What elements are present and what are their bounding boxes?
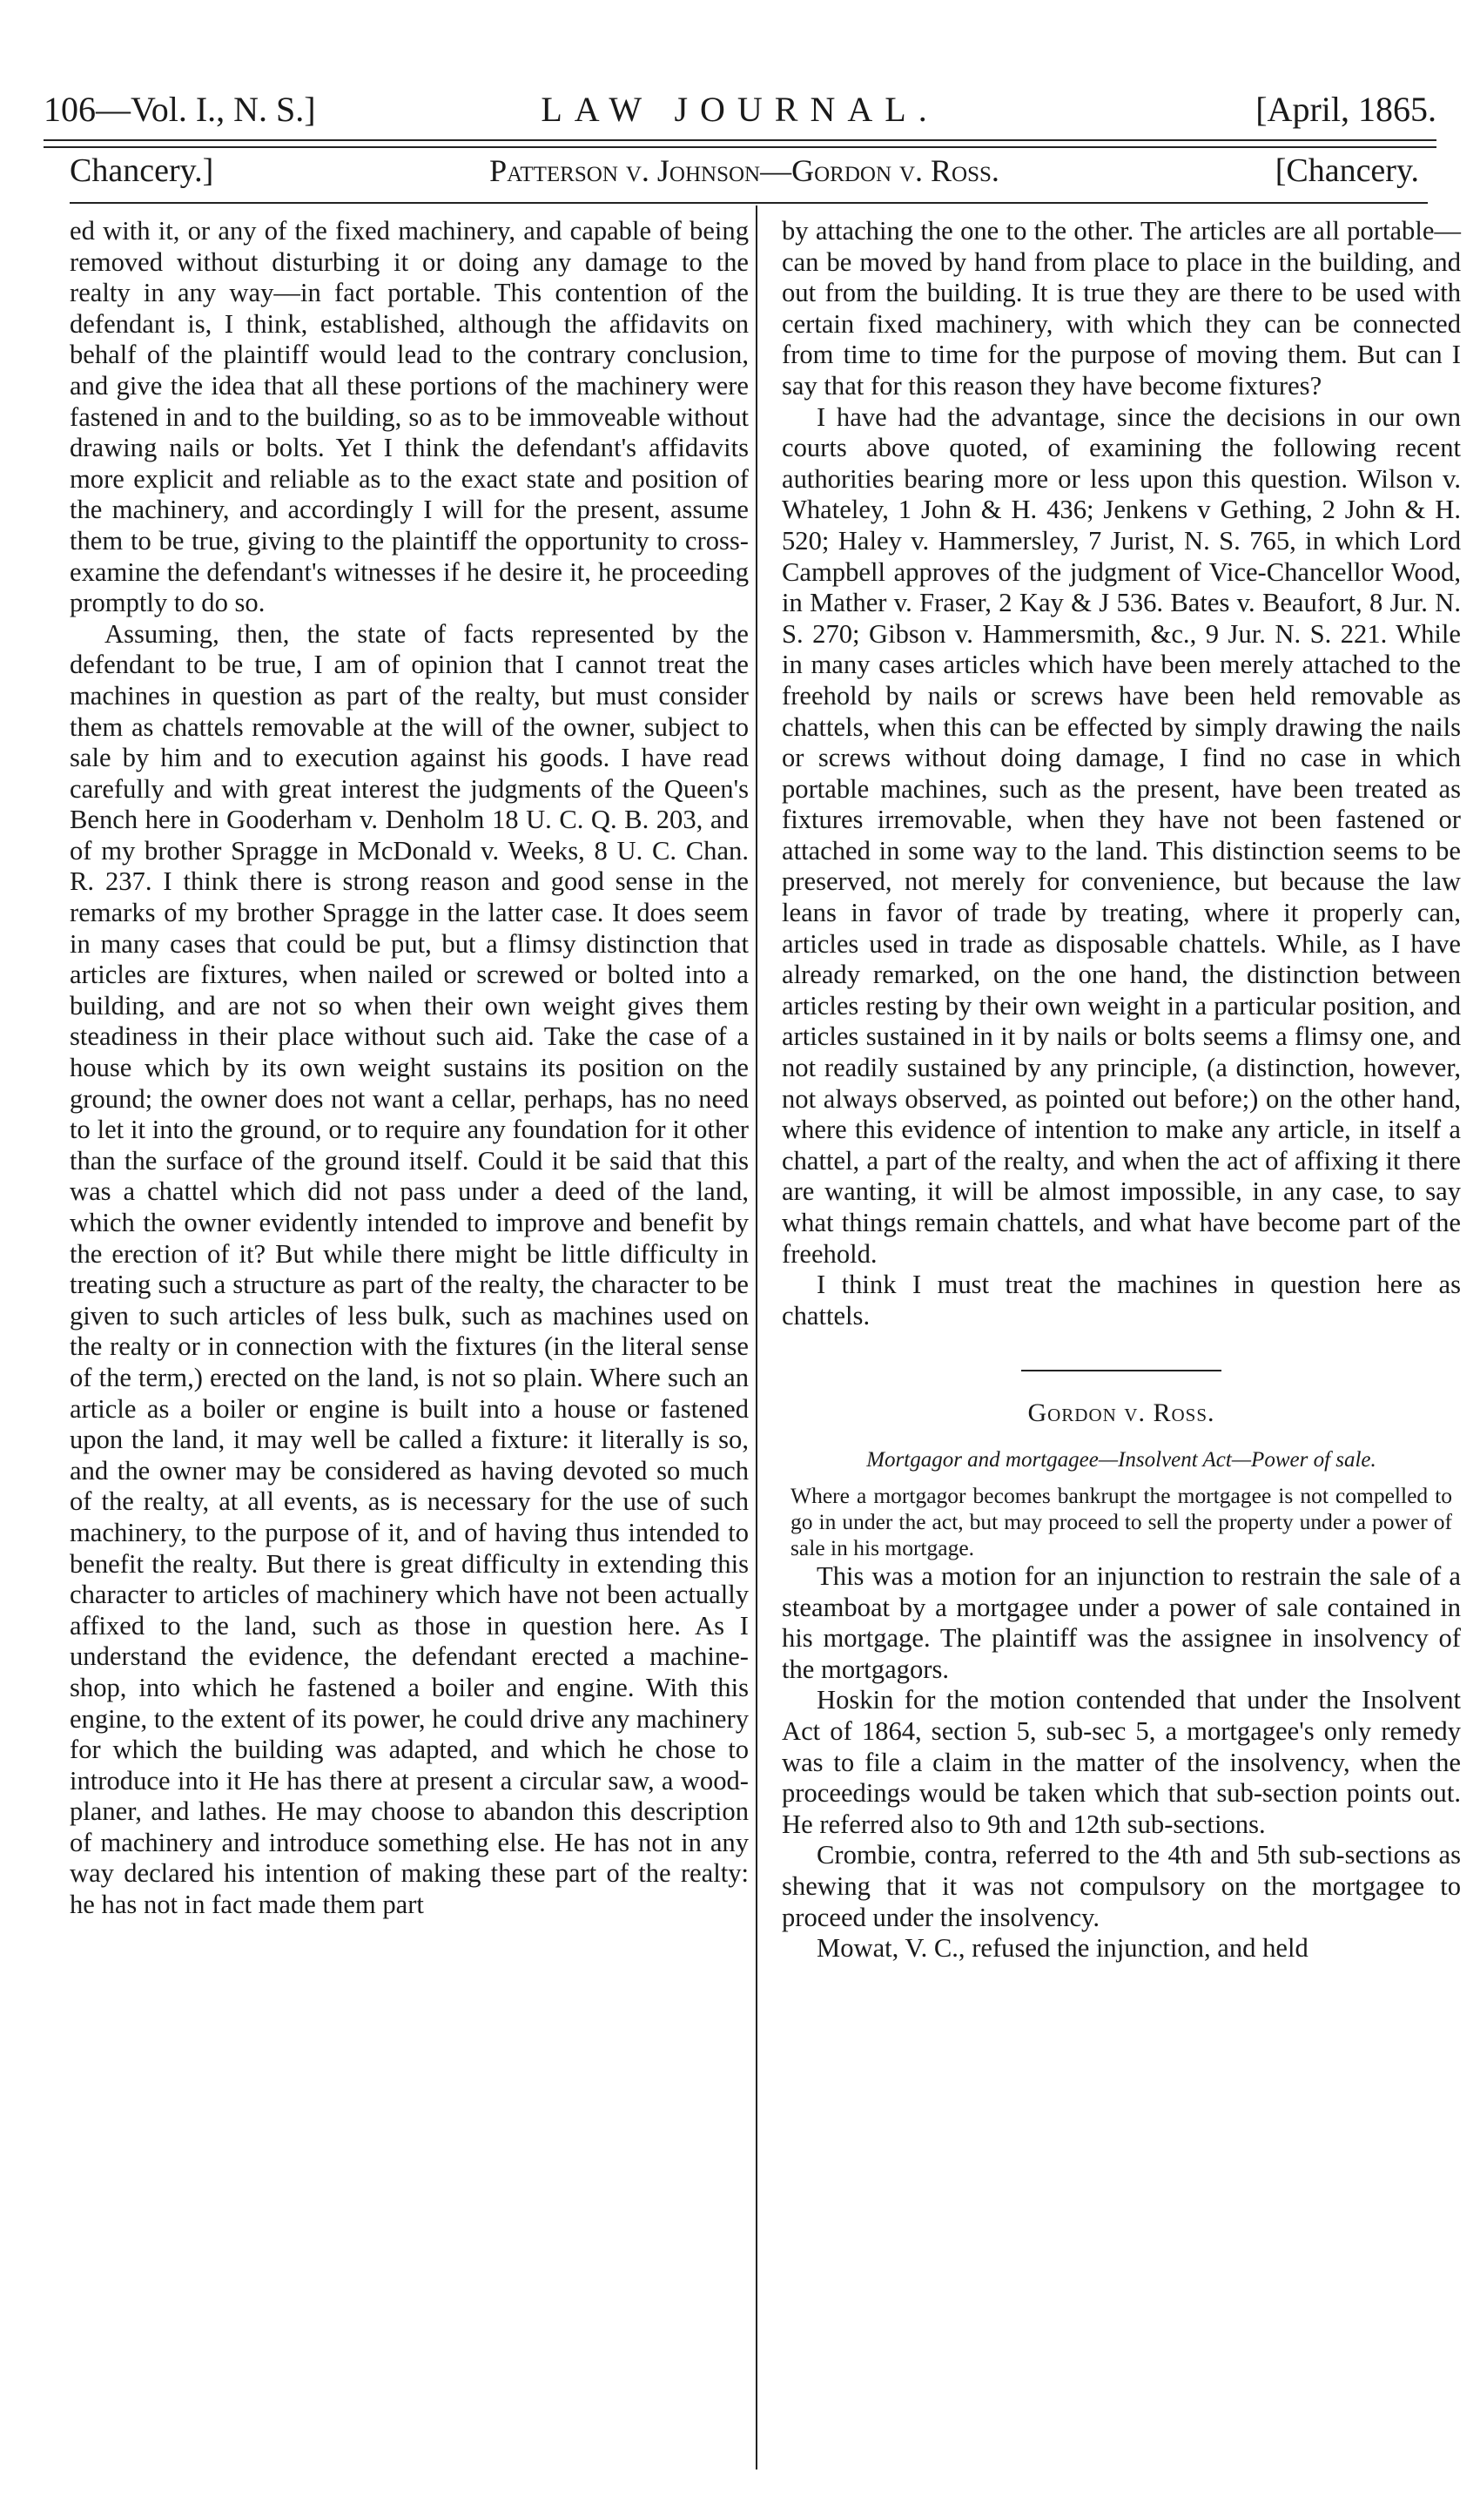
header-journal-title: LAW JOURNAL. [541,90,939,129]
paragraph: I have had the advantage, since the decisions in our own courts above quoted, of examining the following recent authorities bearing more or less upon this question. Wilson v. Whateley, 1 John & H. 436; Jenkens v Gething, 2 John & H. 520; Haley v. Hammersley, 7 Jurist, N. S. 765, in which Lord Campbell approves of the judgment of Vice-Chancellor Wood, in Mather v. Fraser, 2 Kay & J 536. Bates v. Beaufort, 8 Jur. N. S. 270; Gibson v. Hammersmith, &c., 9 Jur. N. S. 221. While in many cases articles which have been merely attached to the freehold by nails or screws have been held removable as chattels, when this can be effected by simply drawing the nails or screws without doing damage, I find no case in which portable machines, such as the present, have been treated as fixtures irremovable, when they have not been fastened or attached in some way to the land. This distinction seems to be preserved, not merely for convenience, but because the law leans in favor of trade by treating, where it properly can, articles used in trade as disposable chattels. While, as I have already remarked, on the one hand, the distinction between articles resting by their own weight in a particular position, and articles sustained in it by nails or bolts seems a flimsy one, and not readily sustained by any principle, (a distinction, however, not always observed, as pointed out before;) on the other hand, where this evidence of intention to make any article, in itself a chattel, a part of the realty, and when the act of affixing it there are wanting, it will be almost impossible, in any case, to say what things remain chattels, and what have become part of the freehold. [782,401,1461,1269]
subheader-court-left: Chancery.] [70,152,214,189]
paragraph: I think I must treat the machines in question here as chattels. [782,1270,1461,1331]
right-column [782,216,1461,1964]
header-volume: 106—Vol. I., N. S.] [44,90,316,129]
left-column [70,216,749,1921]
paragraph: by attaching the one to the other. The articles are all portable—can be moved by hand from place to place in the building, and out from the building. It is true they are there to be used with certain fixed machinery, with which they can be connected from time to time for the purpose of moving them. But can I say that for this reason they have become fixtures? [782,216,1461,401]
paragraph: ed with it, or any of the fixed machinery, and capable of being removed without disturbing it or doing any damage to the realty in any way—in fact portable. This contention of the defendant is, I think, established, although the affidavits on behalf of the plaintiff would lead to the contrary conclusion, and give the idea that all these portions of the machinery were fastened in and to the building, so as to be immoveable without drawing nails or bolts. Yet I think the defendant's affidavits more explicit and reliable as to the exact state and position of the machinery, and accordingly I will for the present, assume them to be true, giving to the plaintiff the opportunity to cross-examine the defendant's witnesses if he desire it, he proceeding promptly to do so. [70,216,749,618]
paragraph: Hoskin for the motion contended that under the Insolvent Act of 1864, section 5, sub-sec 5, a mortgagee's only remedy was to file a claim in the matter of the insolvency, when the proceedings would be taken which that sub-section points out. He referred also to 9th and 12th sub-sections. [782,1685,1461,1839]
paragraph: Mowat, V. C., refused the injunction, and held [817,1933,1308,1964]
paragraph: Crombie, contra, referred to the 4th and 5th sub-sections as shewing that it was not compulsory on the mortgagee to proceed under the insolvency. [782,1840,1461,1932]
case-title: Gordon v. Ross. [1027,1398,1215,1428]
subheader-court-right: [Chancery. [1275,152,1419,189]
column-divider [756,206,757,2469]
case-separator-rule [1021,1370,1221,1371]
paragraph: This was a motion for an injunction to restrain the sale of a steamboat by a mortgagee under a power of sale contained in his mortgage. The plaintiff was the assignee in insolvency of the mortgagors. [782,1560,1461,1684]
subheader-cases: Patterson v. Johnson—Gordon v. Ross. [489,153,999,188]
case-subheader [70,146,1419,195]
header-date: [April, 1865. [1255,90,1436,129]
headnote: Where a mortgagor becomes bankrupt the mortgagee is not compelled to go in under the act, but may proceed to sell the property under a power of sale in his mortgage. [790,1482,1452,1560]
running-header [44,84,1436,136]
paragraph: Assuming, then, the state of facts represented by the defendant to be true, I am of opinion that I cannot treat the machines in question as part of the realty, but must consider them as chattels removable at the will of the owner, subject to sale by him and to execution against his goods. I have read carefully and with great interest the judgments of the Queen's Bench here in Gooderham v. Denholm 18 U. C. Q. B. 203, and of my brother Spragge in McDonald v. Weeks, 8 U. C. Chan. R. 237. I think there is strong reason and good sense in the remarks of my brother Spragge in the latter case. It does seem in many cases that could be put, but a flimsy distinction that articles are fixtures, when nailed or screwed or bolted into a building, and are not so when their own weight gives them steadiness in their place without such aid. Take the case of a house which by its own weight sustains its position on the ground; the owner does not want a cellar, perhaps, has no need to let it into the ground, or to require any foundation for it other than the surface of the ground itself. Could it be said that this was a chattel which did not pass under a deed of the land, which the owner evidently intended to improve and benefit by the erection of it? But while there might be little difficulty in treating such a structure as part of the realty, the character to be given to such articles of less bulk, such as machines used on the realty or in connection with the fixtures (in the literal sense of the term,) erected on the land, is not so plain. Where such an article as a boiler or engine is built into a house or fastened upon the land, it may well be called a fixture: it literally is so, and the owner may be considered as having devoted so much of the realty, at all events, as is necessary for the use of such machinery, to the purpose of it, and of having thus intended to benefit the realty. But there is great difficulty in extending this character to articles of machinery which have not been actually affixed to the land, such as those in question here. As I understand the evidence, the defendant erected a machine-shop, into which he fastened a boiler and engine. With this engine, to the extent of its power, he could drive any machinery for which the building was adapted, and which he chose to introduce into it He has there at present a circular saw, a wood-planer, and lathes. He may choose to abandon this description of machinery and introduce something else. He has not in any way declared his intention of making these part of the realty: he has not in fact made them part [70,618,749,1920]
subheader-rule [70,202,1428,204]
headnote-title: Mortgagor and mortgagee—Insolvent Act—Power of sale. [866,1447,1376,1472]
